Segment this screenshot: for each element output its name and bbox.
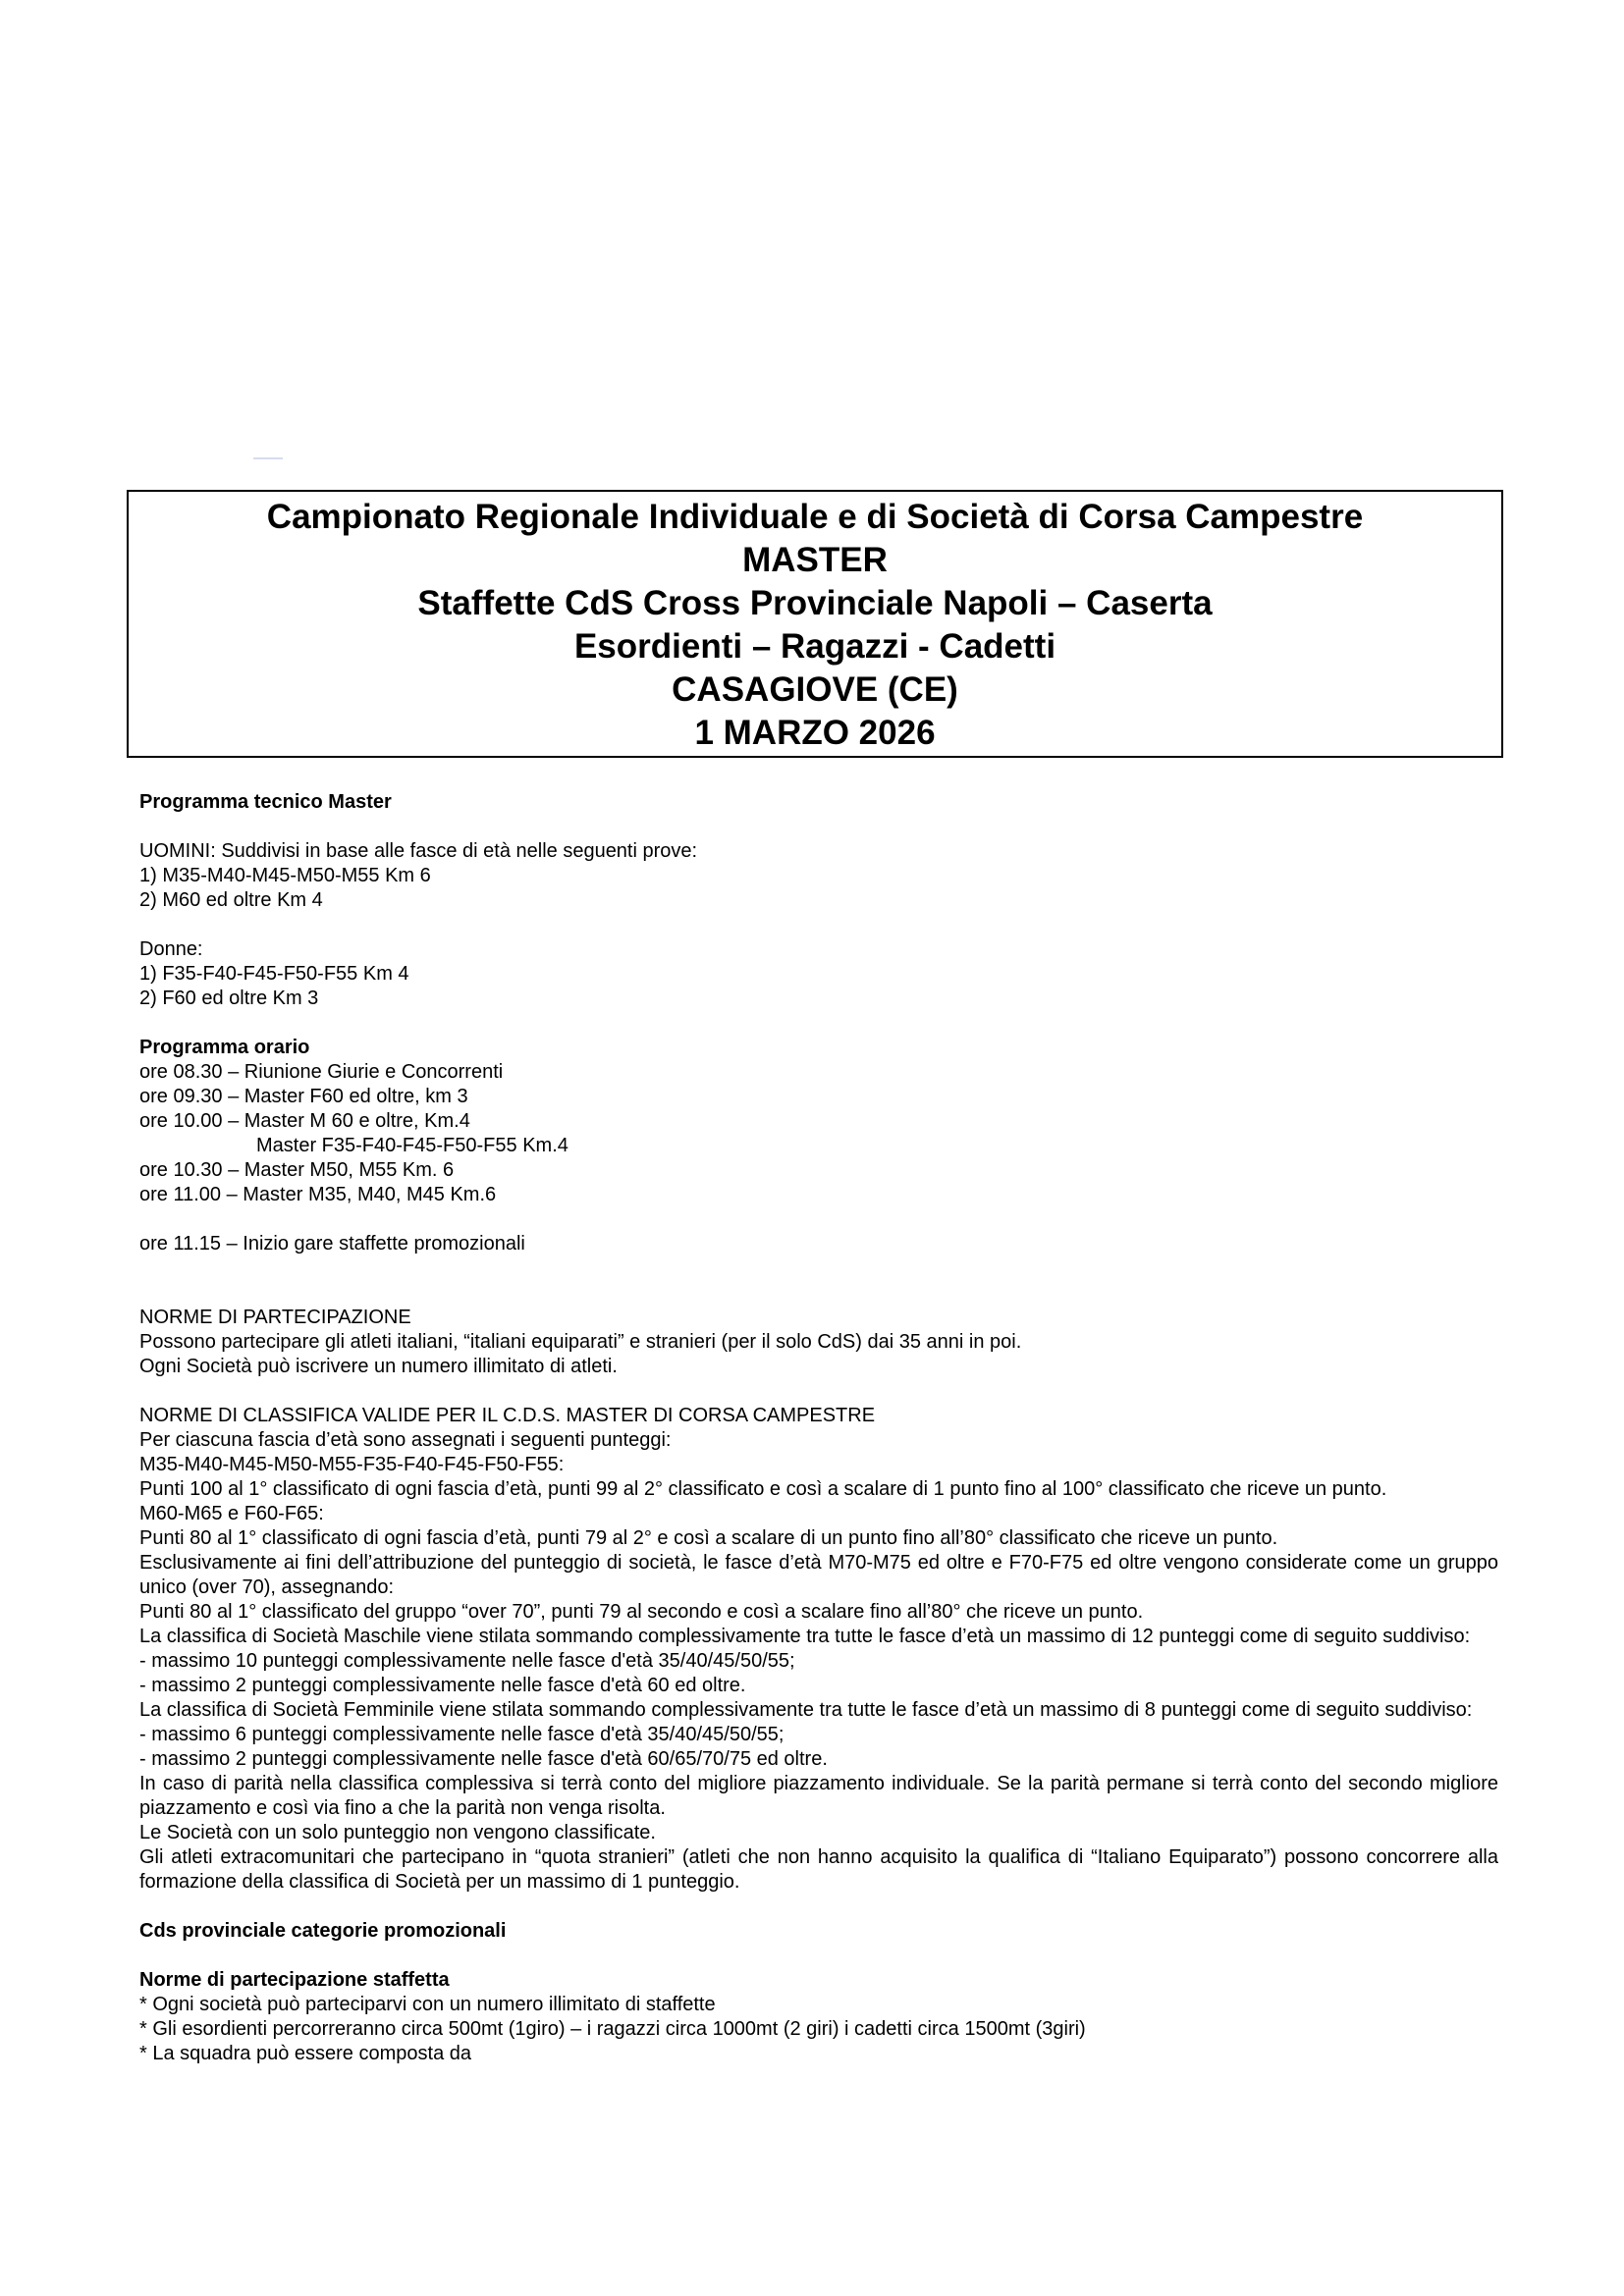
staffetta-item: * Gli esordienti percorreranno circa 500mt (1giro) – i ragazzi circa 1000mt (2 giri) i cadetti circa 1500mt (3giri)	[139, 2018, 1086, 2040]
title-line-6: 1 MARZO 2026	[694, 714, 936, 752]
orario-item: ore 08.30 – Riunione Giurie e Concorrenti	[139, 1061, 504, 1083]
orario-item: Master F35-F40-F45-F50-F55 Km.4	[256, 1135, 568, 1156]
classifica-paragraph: - massimo 2 punteggi complessivamente nelle fasce d'età 60 ed oltre.	[139, 1675, 746, 1696]
orario-item: ore 10.00 – Master M 60 e oltre, Km.4	[139, 1110, 470, 1132]
classifica-paragraph: Punti 80 al 1° classificato di ogni fascia d’età, punti 79 al 2° e così a scalare di un punto fino all’80° classificato che riceve un punto.	[139, 1527, 1278, 1549]
classifica-paragraph: Le Società con un solo punteggio non vengono classificate.	[139, 1822, 656, 1843]
classifica-paragraph: - massimo 10 punteggi complessivamente nelle fasce d'età 35/40/45/50/55;	[139, 1650, 795, 1672]
classifica-paragraph: In caso di parità nella classifica complessiva si terrà conto del migliore piazzamento individuale. Se la parità permane si terrà conto del secondo migliore piazzamento e così via fino a che la parità non venga risolta.	[139, 1773, 1498, 1819]
programma-orario-heading: Programma orario	[139, 1037, 310, 1058]
donne-item: 2) F60 ed oltre Km 3	[139, 988, 319, 1009]
classifica-paragraph: La classifica di Società Femminile viene stilata sommando complessivamente tra tutte le fasce d’età un massimo di 8 punteggi come di seguito suddiviso:	[139, 1699, 1473, 1721]
orario-staffette: ore 11.15 – Inizio gare staffette promozionali	[139, 1233, 525, 1255]
title-line-5: CASAGIOVE (CE)	[672, 670, 958, 709]
classifica-paragraph: Punti 80 al 1° classificato del gruppo “over 70”, punti 79 al secondo e così a scalare fino all’80° che riceve un punto.	[139, 1601, 1144, 1623]
donne-item: 1) F35-F40-F45-F50-F55 Km 4	[139, 963, 409, 985]
staffetta-item: * Ogni società può parteciparvi con un numero illimitato di staffette	[139, 1994, 716, 2015]
title-line-1: Campionato Regionale Individuale e di Società di Corsa Campestre	[266, 498, 1364, 536]
uomini-item: 1) M35-M40-M45-M50-M55 Km 6	[139, 865, 431, 886]
classifica-paragraph: M35-M40-M45-M50-M55-F35-F40-F45-F50-F55:	[139, 1454, 565, 1475]
orario-item: ore 09.30 – Master F60 ed oltre, km 3	[139, 1086, 468, 1107]
programma-tecnico-heading: Programma tecnico Master	[139, 791, 392, 813]
title-line-3: Staffette CdS Cross Provinciale Napoli – Caserta	[417, 584, 1213, 622]
cds-provinciale-heading: Cds provinciale categorie promozionali	[139, 1920, 507, 1942]
staffetta-item: * La squadra può essere composta da	[139, 2043, 471, 2064]
classifica-paragraph: - massimo 6 punteggi complessivamente nelle fasce d'età 35/40/45/50/55;	[139, 1724, 785, 1745]
norme-staffetta-heading: Norme di partecipazione staffetta	[139, 1969, 450, 1991]
classifica-paragraph: Per ciascuna fascia d’età sono assegnati i seguenti punteggi:	[139, 1429, 672, 1451]
title-box	[127, 490, 1503, 758]
classifica-paragraph: Punti 100 al 1° classificato di ogni fascia d’età, punti 99 al 2° classificato e così a scalare di 1 punto fino al 100° classificato che riceve un punto.	[139, 1478, 1387, 1500]
norme-partecipazione-line: Possono partecipare gli atleti italiani, “italiani equiparati” e stranieri (per il solo CdS) dai 35 anni in poi.	[139, 1331, 1022, 1353]
title-line-2: MASTER	[742, 541, 888, 579]
classifica-paragraph: La classifica di Società Maschile viene stilata sommando complessivamente tra tutte le fasce d’età un massimo di 12 punteggi come di seguito suddiviso:	[139, 1626, 1471, 1647]
norme-classifica-heading: NORME DI CLASSIFICA VALIDE PER IL C.D.S. MASTER DI CORSA CAMPESTRE	[139, 1405, 876, 1426]
title-line-4: Esordienti – Ragazzi - Cadetti	[573, 627, 1056, 666]
classifica-paragraph: - massimo 2 punteggi complessivamente nelle fasce d'età 60/65/70/75 ed oltre.	[139, 1748, 828, 1770]
orario-item: ore 11.00 – Master M35, M40, M45 Km.6	[139, 1184, 497, 1205]
classifica-paragraph: Esclusivamente ai fini dell’attribuzione del punteggio di società, le fasce d’età M70-M75 ed oltre e F70-F75 ed oltre vengono considerate come un gruppo unico (over 70), assegnando:	[139, 1552, 1498, 1598]
orario-item: ore 10.30 – Master M50, M55 Km. 6	[139, 1159, 455, 1181]
classifica-paragraph: M60-M65 e F60-F65:	[139, 1503, 324, 1524]
document-body	[139, 790, 1498, 2066]
classifica-paragraph: Gli atleti extracomunitari che partecipano in “quota stranieri” (atleti che non hanno acquisito la qualifica di “Italiano Equiparato”) possono concorrere alla formazione della classifica di Società per un massimo di 1 punteggio.	[139, 1846, 1498, 1893]
norme-partecipazione-heading: NORME DI PARTECIPAZIONE	[139, 1307, 411, 1328]
uomini-item: 2) M60 ed oltre Km 4	[139, 889, 323, 911]
norme-partecipazione-line: Ogni Società può iscrivere un numero illimitato di atleti.	[139, 1356, 618, 1377]
donne-intro: Donne:	[139, 938, 203, 960]
uomini-intro: UOMINI: Suddivisi in base alle fasce di età nelle seguenti prove:	[139, 840, 698, 862]
decorative-mark	[253, 457, 283, 459]
